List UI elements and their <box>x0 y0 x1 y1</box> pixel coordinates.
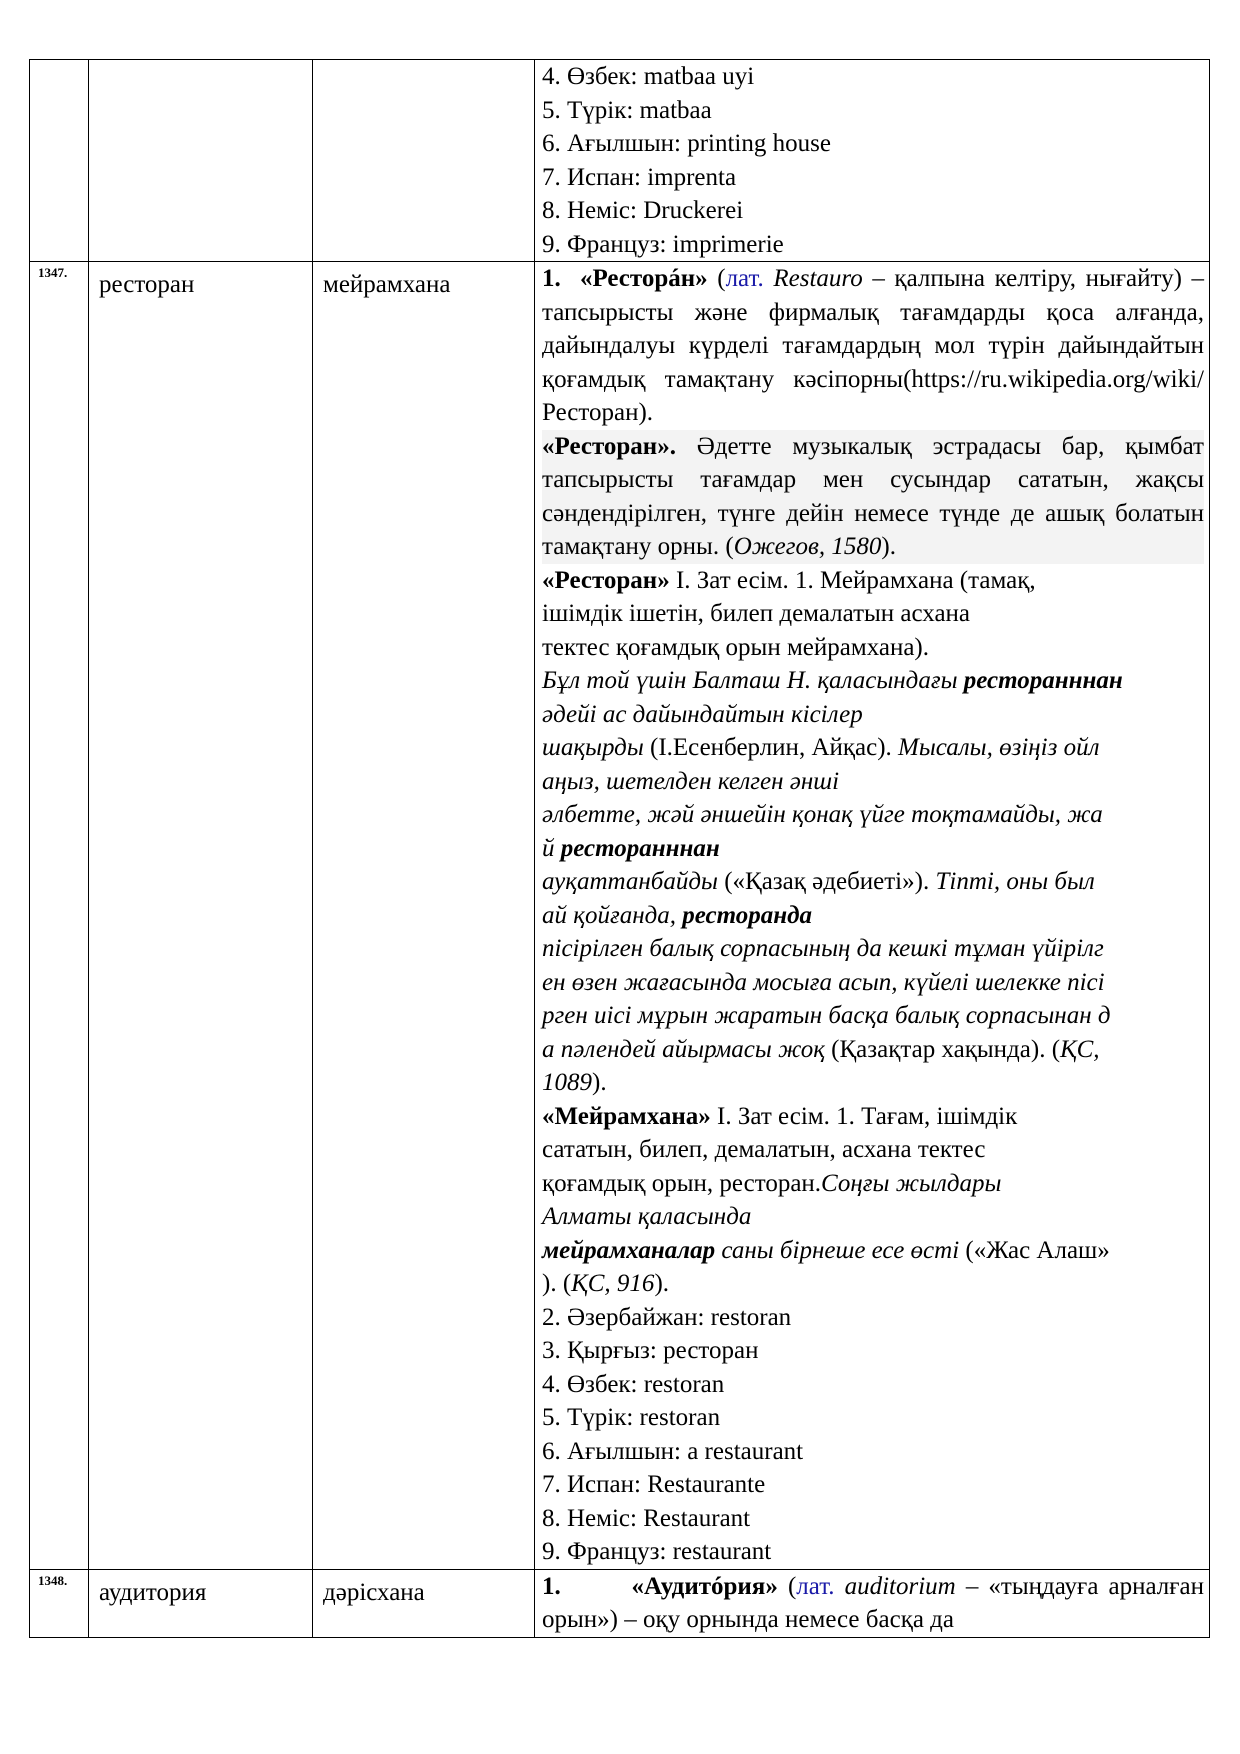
table-row <box>30 1569 1210 1637</box>
language-equivalent: 6. Ағылшын: a restaurant <box>542 1437 804 1465</box>
definition-wikipedia: 1. «Ресторáн» (лат. Restauro – қалпына келтіру, нығайту) – тапсырысты және фирмалық тағамдарды қоса алғанда, дайындалуы күрделі тағамдардың мол түрін дайындайтын қоғамдық тамақтану кәсіпорны(https://ru.wikipedia.org/wiki/Ресторан). <box>542 265 1204 426</box>
definition-kazakh-dictionary: «Ресторан» І. Зат есім. 1. Мейрамхана (тамақ, ішімдік ішетін, билеп демалатын асхана тектес қоғамдық орын мейрамхана). <box>542 566 1036 661</box>
description-cell <box>535 1569 1210 1637</box>
russian-term: аудитория <box>89 1569 313 1637</box>
language-equivalent: 4. Өзбек: restoran <box>542 1370 725 1398</box>
language-equivalent: 7. Испан: imprenta <box>542 163 737 191</box>
entry-number: 1348. <box>30 1569 89 1637</box>
definition-meiramkhana: «Мейрамхана» І. Зат есім. 1. Тағам, ішімдік сататын, билеп, демалатын, асхана тектес қоғамдық орын, ресторан.Соңғы жылдары Алматы қаласында мейрамханалар саны бірнеше есе өсті («Жас Алаш» ). (ҚС, 916). <box>542 1102 1110 1297</box>
language-equivalent: 9. Француз: imprimerie <box>542 230 784 258</box>
language-equivalent: 7. Испан: Restaurante <box>542 1471 766 1498</box>
language-equivalent: 3. Қырғыз: ресторан <box>542 1337 759 1364</box>
usage-examples: Бұл той үшін Балташ Н. қаласындағы ресторанннан әдейі ас дайындайтын кісілер шақырды (І.Есенберлин, Айқас). Мысалы, өзіңіз ойл аңыз, шетелден келген әнші әлбетте, жәй әншейін қонақ үйге тоқтамайды, жа й ресторанннан ауқаттанбайды («Қазақ әдебиеті»). Тіпті, оны был ай қойғанда, ресторанда пісірілген балық сорпасының да кешкі тұман үйірілг ен өзен жағасында мосыға асып, күйелі шелекке пісі рген иісі мұрын жаратын басқа балық сорпасынан д а пәлендей айырмасы жоқ (Қазақтар хақында). (ҚС, 1089). <box>542 667 1123 1096</box>
entry-number <box>30 60 89 262</box>
language-equivalent: 6. Ағылшын: printing house <box>542 130 831 157</box>
kazakh-term: дәрісхана <box>313 1569 535 1637</box>
language-equivalent: 5. Түрік: restoran <box>542 1404 721 1431</box>
language-equivalent: 9. Француз: restaurant <box>542 1538 772 1565</box>
description-cell <box>535 60 1210 262</box>
description-cell <box>535 262 1210 1570</box>
language-equivalent: 2. Әзербайжан: restoran <box>542 1303 792 1331</box>
language-equivalent: 4. Өзбек: matbaa uyi <box>542 63 755 90</box>
language-equivalent: 8. Неміс: Druckerei <box>542 197 744 224</box>
table-row <box>30 60 1210 262</box>
kazakh-term: мейрамхана <box>313 262 535 1570</box>
dictionary-table <box>29 59 1210 1638</box>
kazakh-term <box>313 60 535 262</box>
russian-term: ресторан <box>89 262 313 1570</box>
entry-number: 1347. <box>30 262 89 1570</box>
definition-ozhegov: «Ресторан». Әдетте музыкалық эстрадасы бар, қымбат тапсырысты тағамдар мен сусындар сататын, жақсы сәндендірілген, түнге дейін немесе түнде де ашық болатын тамақтану орны. (Ожегов, 1580). <box>542 430 1204 564</box>
russian-term <box>89 60 313 262</box>
definition-wikipedia: 1. «Аудитóрия» (лат. auditorium – «тыңдауға арналған орын») – оқу орнында немесе басқа да <box>542 1572 1205 1633</box>
language-equivalent: 5. Түрік: matbaa <box>542 96 712 124</box>
language-equivalent: 8. Неміс: Restaurant <box>542 1504 751 1532</box>
table-row <box>30 262 1210 1570</box>
